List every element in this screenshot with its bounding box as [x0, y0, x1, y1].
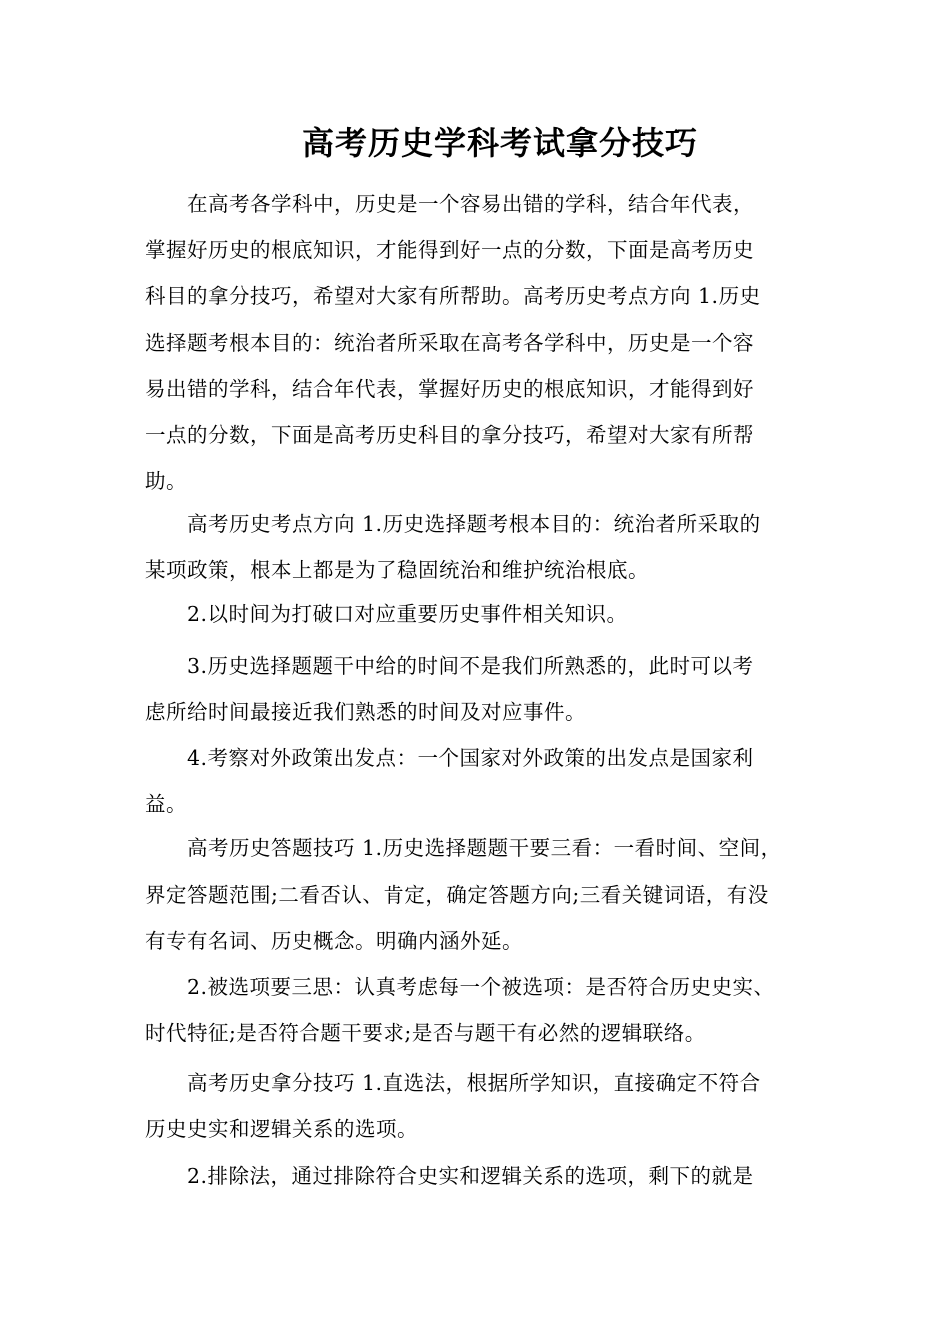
document-title: 高考历史学科考试拿分技巧: [301, 124, 698, 162]
text-line: 时代特征;是否符合题干要求;是否与题干有必然的逻辑联络。: [145, 1021, 706, 1045]
text-line: 掌握好历史的根底知识，才能得到好一点的分数，下面是高考历史: [145, 238, 754, 262]
text-line: 易出错的学科，结合年代表，掌握好历史的根底知识，才能得到好: [145, 377, 754, 401]
text-line: 2.以时间为打破口对应重要历史事件相关知识。: [145, 602, 628, 626]
text-line: 在高考各学科中，历史是一个容易出错的学科，结合年代表，: [145, 192, 754, 216]
text-line: 2.被选项要三思：认真考虑每一个被选项：是否符合历史史实、: [145, 975, 775, 999]
text-line: 历史史实和逻辑关系的选项。: [145, 1117, 418, 1141]
text-line: 高考历史拿分技巧 1.直选法，根据所学知识，直接确定不符合: [145, 1071, 761, 1095]
text-line: 高考历史考点方向 1.历史选择题考根本目的：统治者所采取的: [145, 512, 761, 536]
text-line: 有专有名词、历史概念。明确内涵外延。: [145, 929, 523, 953]
text-line: 高考历史答题技巧 1.历史选择题题干要三看：一看时间、空间，: [145, 836, 782, 860]
text-line: 4.考察对外政策出发点：一个国家对外政策的出发点是国家利: [145, 746, 754, 770]
text-line: 2.排除法，通过排除符合史实和逻辑关系的选项，剩下的就是: [145, 1164, 754, 1188]
text-line: 科目的拿分技巧，希望对大家有所帮助。高考历史考点方向 1.历史: [145, 284, 761, 308]
text-line: 一点的分数，下面是高考历史科目的拿分技巧，希望对大家有所帮: [145, 423, 754, 447]
text-line: 界定答题范围;二看否认、肯定，确定答题方向;三看关键词语，有没: [145, 883, 769, 907]
text-line: 益。: [145, 792, 187, 816]
text-line: 选择题考根本目的：统治者所采取在高考各学科中，历史是一个容: [145, 331, 754, 355]
text-line: 3.历史选择题题干中给的时间不是我们所熟悉的，此时可以考: [145, 654, 754, 678]
text-line: 某项政策，根本上都是为了稳固统治和维护统治根底。: [145, 558, 649, 582]
text-line: 虑所给时间最接近我们熟悉的时间及对应事件。: [145, 700, 586, 724]
text-line: 助。: [145, 469, 187, 493]
